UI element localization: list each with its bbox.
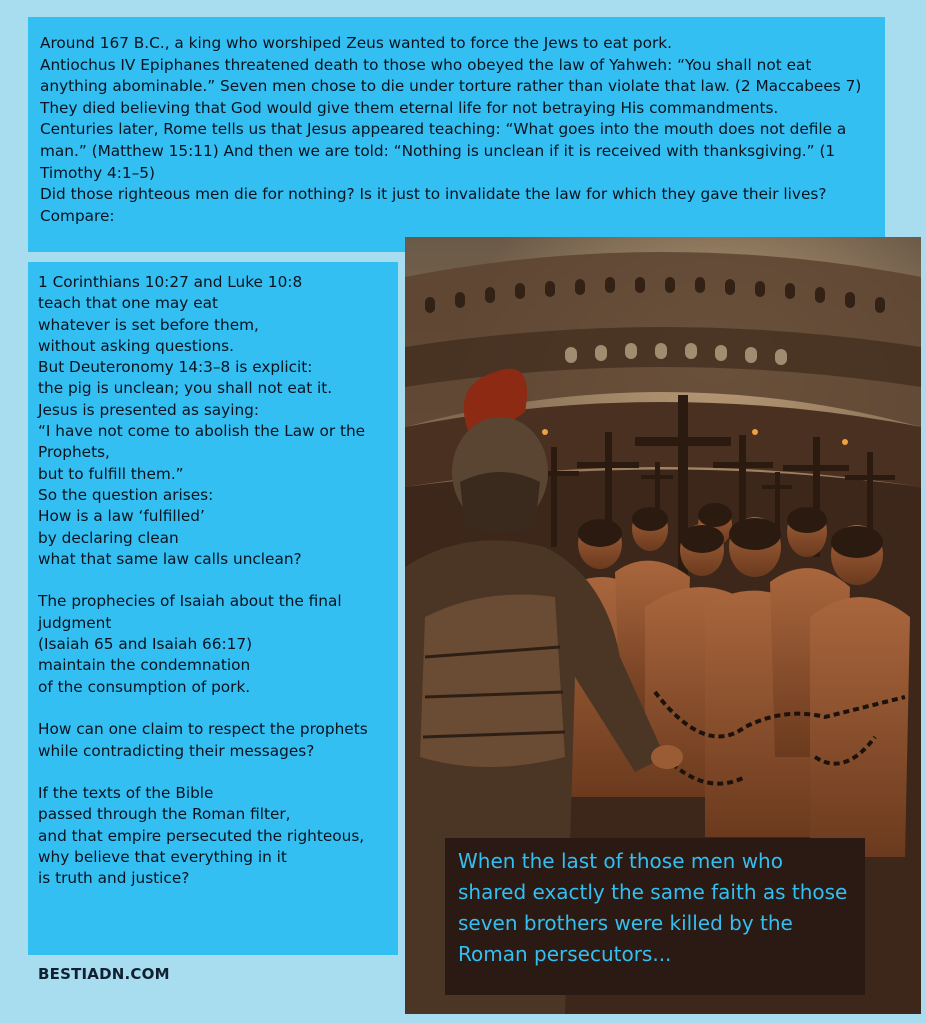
comparison-line: [38, 698, 398, 719]
comparison-line: How is a law ‘fulfilled’: [38, 507, 205, 526]
intro-line: Antiochus IV Epiphanes threatened death to those who obeyed the law of Yahweh: “You shall not eat: [40, 55, 812, 74]
intro-line: They died believing that God would give them eternal life for not betraying His commandments.: [40, 98, 779, 117]
comparison-line: is truth and justice?: [38, 869, 190, 888]
comparison-line: But Deuteronomy 14:3–8 is explicit:: [38, 358, 313, 377]
intro-line: Compare:: [40, 206, 115, 225]
comparison-line: Jesus is presented as saying:: [38, 400, 260, 419]
comparison-line: If the texts of the Bible: [38, 784, 214, 803]
comparison-line: Prophets,: [38, 443, 110, 462]
comparison-line: and that empire persecuted the righteous,: [38, 826, 365, 845]
intro-paragraph: [40, 33, 875, 227]
comparison-line: why believe that everything in it: [38, 848, 287, 867]
intro-line: Centuries later, Rome tells us that Jesus appeared teaching: “What goes into the mouth does not defile a: [40, 120, 847, 139]
comparison-line: but to fulfill them.”: [38, 464, 184, 483]
comparison-line: (Isaiah 65 and Isaiah 66:17): [38, 635, 253, 654]
comparison-line: while contradicting their messages?: [38, 741, 315, 760]
comparison-line: teach that one may eat: [38, 294, 218, 313]
comparison-line: without asking questions.: [38, 336, 235, 355]
comparison-line: by declaring clean: [38, 528, 179, 547]
comparison-line: How can one claim to respect the prophets: [38, 720, 368, 739]
caption-line: Roman persecutors...: [458, 942, 672, 966]
caption-line: seven brothers were killed by the: [458, 911, 793, 935]
intro-line: Did those righteous men die for nothing? Is it just to invalidate the law for which they gave their lives?: [40, 185, 827, 204]
intro-line: man.” (Matthew 15:11) And then we are told: “Nothing is unclean if it is received with thanksgiving.” (1: [40, 141, 836, 160]
intro-panel: [28, 17, 885, 252]
comparison-line: the pig is unclean; you shall not eat it.: [38, 379, 333, 398]
comparison-line: [38, 570, 398, 591]
intro-line: anything abominable.” Seven men chose to die under torture rather than violate that law. (2 Maccabees 7): [40, 77, 862, 96]
comparison-panel: [28, 262, 398, 955]
intro-line: Around 167 B.C., a king who worshiped Zeus wanted to force the Jews to eat pork.: [40, 34, 672, 52]
intro-line: Timothy 4:1–5): [40, 163, 155, 182]
comparison-line: [38, 762, 398, 783]
caption-line: shared exactly the same faith as those: [458, 880, 848, 904]
comparison-line: 1 Corinthians 10:27 and Luke 10:8: [38, 273, 303, 291]
comparison-line: The prophecies of Isaiah about the final: [38, 592, 342, 611]
comparison-line: of the consumption of pork.: [38, 677, 251, 696]
comparison-line: So the question arises:: [38, 485, 214, 504]
comparison-line: whatever is set before them,: [38, 315, 259, 334]
caption-box: [445, 838, 865, 995]
comparison-line: what that same law calls unclean?: [38, 549, 302, 568]
caption-line: When the last of those men who: [458, 849, 783, 873]
site-name[interactable]: BESTIADN.COM: [38, 965, 170, 983]
comparison-line: judgment: [38, 613, 112, 632]
comparison-line: maintain the condemnation: [38, 656, 251, 675]
comparison-line: passed through the Roman filter,: [38, 805, 291, 824]
comparison-line: “I have not come to abolish the Law or the: [38, 422, 366, 441]
